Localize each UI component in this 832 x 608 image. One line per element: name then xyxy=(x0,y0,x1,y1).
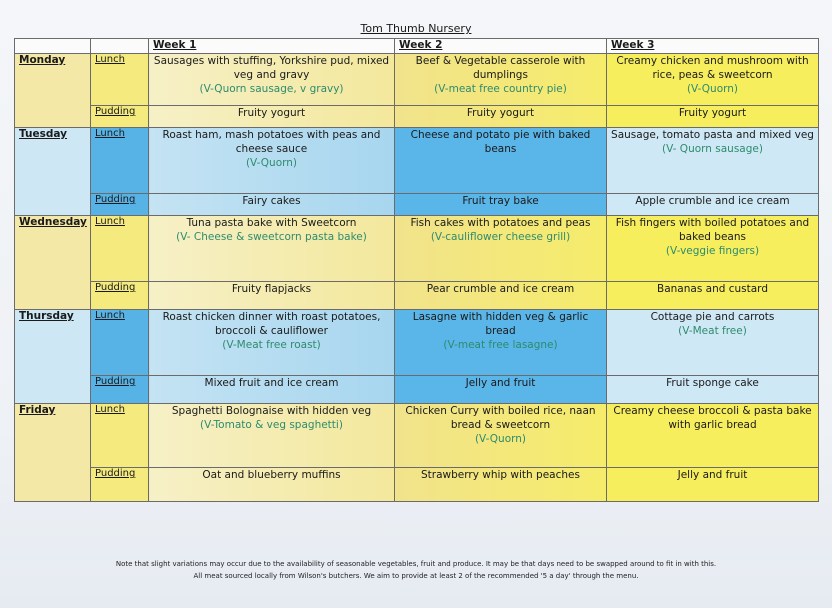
meal-cell xyxy=(149,54,395,106)
lunch-label: Lunch xyxy=(91,310,149,376)
meal-cell xyxy=(607,54,819,106)
veg-option: (V-Tomato & veg spaghetti) xyxy=(200,419,343,431)
wednesday-pudding-row xyxy=(15,282,819,310)
meal-cell xyxy=(149,128,395,194)
meal-cell xyxy=(607,128,819,194)
monday-lunch-row xyxy=(15,54,819,106)
pudding-cell: Fruity yogurt xyxy=(395,106,607,128)
meal-cell xyxy=(149,310,395,376)
pudding-cell: Pear crumble and ice cream xyxy=(395,282,607,310)
friday-pudding-row xyxy=(15,468,819,502)
veg-option: (V-veggie fingers) xyxy=(665,245,760,257)
week-1-header: Week 1 xyxy=(149,39,395,54)
friday-lunch-row xyxy=(15,404,819,468)
pudding-cell: Fruit tray bake xyxy=(395,194,607,216)
meal-text: Fish fingers with boiled potatoes and baked beans xyxy=(615,217,810,243)
veg-option: (V-Quorn) xyxy=(245,157,298,169)
meal-text: Beef & Vegetable casserole with dumplings xyxy=(415,55,586,81)
thursday-lunch-row xyxy=(15,310,819,376)
pudding-cell: Apple crumble and ice cream xyxy=(607,194,819,216)
pudding-label: Pudding xyxy=(91,376,149,404)
meal-cell xyxy=(395,404,607,468)
meal-text: Sausages with stuffing, Yorkshire pud, mixed veg and gravy xyxy=(153,55,390,81)
veg-option: (V-cauliflower cheese grill) xyxy=(430,231,571,243)
header-blank xyxy=(91,39,149,54)
week-3-header: Week 3 xyxy=(607,39,819,54)
pudding-cell: Strawberry whip with peaches xyxy=(395,468,607,502)
lunch-label: Lunch xyxy=(91,216,149,282)
meal-text: Roast ham, mash potatoes with peas and cheese sauce xyxy=(162,129,381,155)
pudding-cell: Mixed fruit and ice cream xyxy=(149,376,395,404)
pudding-cell: Jelly and fruit xyxy=(395,376,607,404)
meal-cell xyxy=(149,404,395,468)
monday-pudding-row xyxy=(15,106,819,128)
week-2-header: Week 2 xyxy=(395,39,607,54)
veg-option: (V-Quorn) xyxy=(474,433,527,445)
meal-text: Fish cakes with potatoes and peas xyxy=(410,217,591,229)
meal-cell xyxy=(607,216,819,282)
veg-option: (V-Meat free roast) xyxy=(222,339,321,351)
meal-text: Creamy chicken and mushroom with rice, peas & sweetcorn xyxy=(616,55,809,81)
meal-cell xyxy=(395,128,607,194)
meal-text: Cheese and potato pie with baked beans xyxy=(410,129,591,155)
veg-option: (V-Quorn sausage, v gravy) xyxy=(199,83,344,95)
thursday-pudding-row xyxy=(15,376,819,404)
meal-text: Creamy cheese broccoli & pasta bake with garlic bread xyxy=(613,405,812,431)
pudding-cell: Fruity flapjacks xyxy=(149,282,395,310)
meal-cell xyxy=(395,54,607,106)
meal-text: Spaghetti Bolognaise with hidden veg xyxy=(171,405,372,417)
pudding-cell: Fruit sponge cake xyxy=(607,376,819,404)
day-label-wednesday: Wednesday xyxy=(15,216,91,310)
menu-table xyxy=(14,38,819,502)
meal-cell xyxy=(607,404,819,468)
tuesday-pudding-row xyxy=(15,194,819,216)
meal-text: Chicken Curry with boiled rice, naan bread & sweetcorn xyxy=(405,405,596,431)
meal-cell xyxy=(607,310,819,376)
meal-cell xyxy=(395,216,607,282)
footer-line-1: Note that slight variations may occur due to the availability of seasonable vegetables, fruit and produce. It may be that days need to be swapped around to fit in with this. xyxy=(115,560,717,568)
lunch-label: Lunch xyxy=(91,404,149,468)
pudding-label: Pudding xyxy=(91,468,149,502)
meal-cell xyxy=(395,310,607,376)
day-label-monday: Monday xyxy=(15,54,91,128)
meal-cell xyxy=(149,216,395,282)
meal-text: Lasagne with hidden veg & garlic bread xyxy=(412,311,589,337)
meal-text: Sausage, tomato pasta and mixed veg xyxy=(611,129,814,141)
veg-option: (V- Cheese & sweetcorn pasta bake) xyxy=(176,231,367,243)
week-header-row xyxy=(15,39,819,54)
wednesday-lunch-row xyxy=(15,216,819,282)
tuesday-lunch-row xyxy=(15,128,819,194)
pudding-cell: Fruity yogurt xyxy=(607,106,819,128)
meal-text: Roast chicken dinner with roast potatoes, broccoli & cauliflower xyxy=(162,311,381,337)
pudding-cell: Bananas and custard xyxy=(607,282,819,310)
meal-text: Cottage pie and carrots xyxy=(650,311,775,323)
pudding-cell: Fairy cakes xyxy=(149,194,395,216)
day-label-thursday: Thursday xyxy=(15,310,91,404)
veg-option: (V- Quorn sausage) xyxy=(662,143,763,155)
footer-note xyxy=(0,558,832,582)
veg-option: (V-Quorn) xyxy=(686,83,739,95)
pudding-label: Pudding xyxy=(91,282,149,310)
pudding-cell: Fruity yogurt xyxy=(149,106,395,128)
pudding-cell: Oat and blueberry muffins xyxy=(149,468,395,502)
page-title: Tom Thumb Nursery xyxy=(360,22,472,35)
pudding-label: Pudding xyxy=(91,106,149,128)
day-label-tuesday: Tuesday xyxy=(15,128,91,216)
pudding-cell: Jelly and fruit xyxy=(607,468,819,502)
pudding-label: Pudding xyxy=(91,194,149,216)
veg-option: (V-Meat free) xyxy=(678,325,747,337)
footer-line-2: All meat sourced locally from Wilson's butchers. We aim to provide at least 2 of the recommended '5 a day' through the menu. xyxy=(193,572,639,580)
veg-option: (V-meat free country pie) xyxy=(434,83,567,95)
lunch-label: Lunch xyxy=(91,54,149,106)
lunch-label: Lunch xyxy=(91,128,149,194)
header-blank xyxy=(15,39,91,54)
veg-option: (V-meat free lasagne) xyxy=(443,339,558,351)
meal-text: Tuna pasta bake with Sweetcorn xyxy=(186,217,357,229)
day-label-friday: Friday xyxy=(15,404,91,502)
